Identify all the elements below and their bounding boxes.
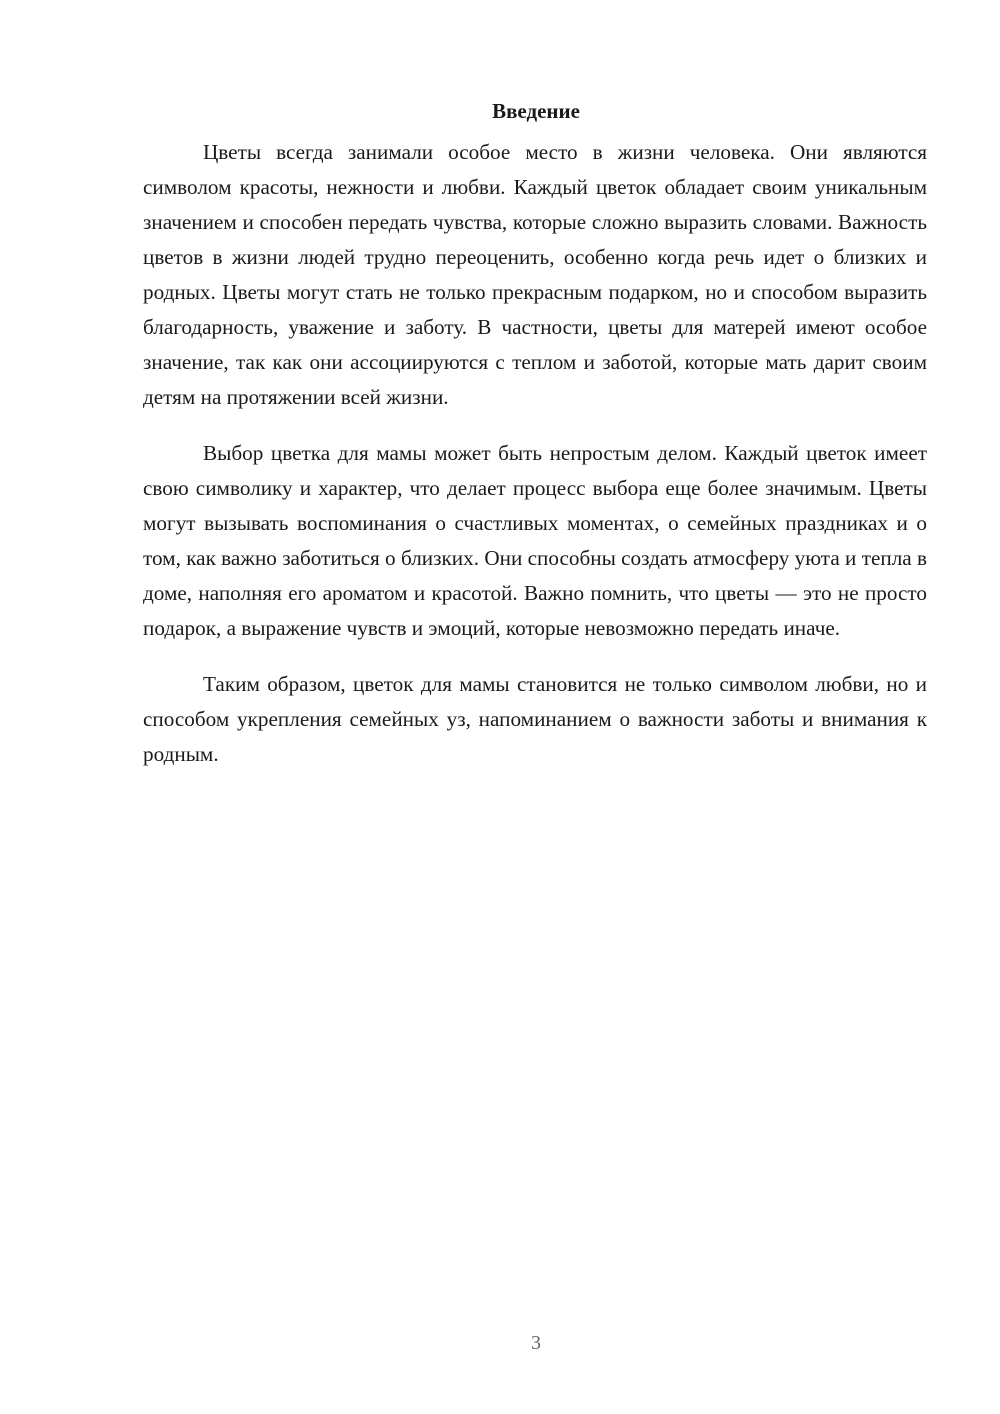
paragraph-3: Таким образом, цветок для мамы становится не только символом любви, но и способом укрепления семейных уз, напоминанием о важности заботы и внимания к родным.: [143, 672, 927, 766]
paragraph-1: Цветы всегда занимали особое место в жизни человека. Они являются символом красоты, нежности и любви. Каждый цветок обладает своим уникальным значением и способен передать чувства, которые сложно выразить словами. Важность цветов в жизни людей трудно переоценить, особенно когда речь идет о близких и родных. Цветы могут стать не только прекрасным подарком, но и способом выразить благодарность, уважение и заботу. В частности, цветы для матерей имеют особое значение, так как они ассоциируются с теплом и заботой, которые мать дарит своим детям на протяжении всей жизни.: [143, 140, 927, 409]
paragraph-2: Выбор цветка для мамы может быть непростым делом. Каждый цветок имеет свою символику и характер, что делает процесс выбора еще более значимым. Цветы могут вызывать воспоминания о счастливых моментах, о семейных праздниках и о том, как важно заботиться о близких. Они способны создать атмосферу уюта и тепла в доме, наполняя его ароматом и красотой. Важно помнить, что цветы — это не просто подарок, а выражение чувств и эмоций, которые невозможно передать иначе.: [143, 441, 927, 640]
page-number: 3: [531, 1332, 541, 1354]
section-title: Введение: [492, 99, 580, 123]
page-content: [143, 94, 927, 793]
